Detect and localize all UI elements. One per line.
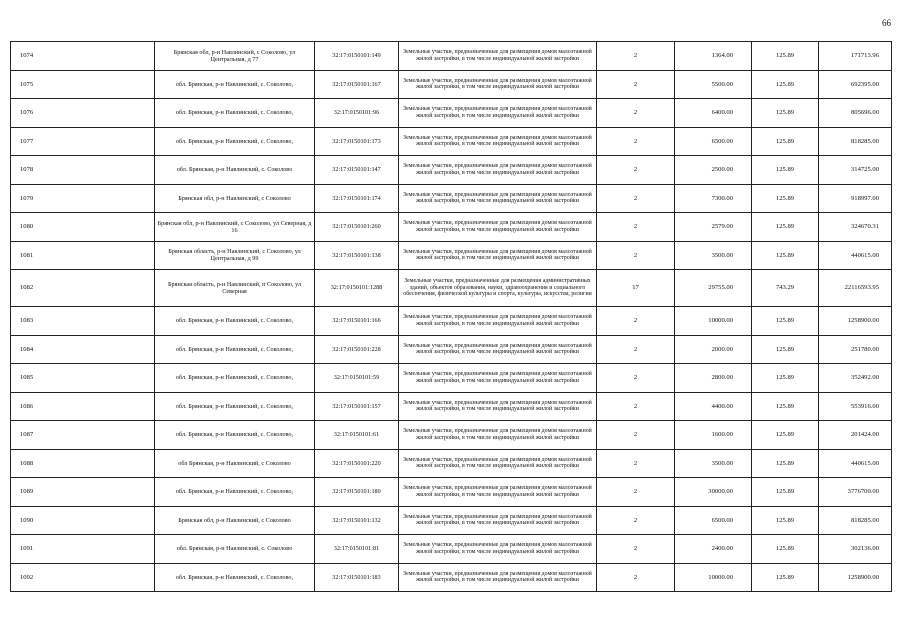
land-use-cell: Земельные участки, предназначенные для размещения домов малоэтажной жилой застройки, в том числе индивидуальной жилой застройки bbox=[399, 335, 597, 364]
cadastral-number-cell: 32:17:0150101:174 bbox=[315, 184, 399, 213]
row-number-cell: 1090 bbox=[11, 506, 155, 535]
address-cell: обл. Брянская, р-н Навлинский, с. Соколово, bbox=[155, 127, 315, 156]
address-cell: Брянская обл, р-н Навлинский, с Соколово bbox=[155, 184, 315, 213]
cadastral-number-cell: 32:17:0150101:132 bbox=[315, 506, 399, 535]
group-code-cell: 2 bbox=[597, 213, 675, 242]
table-row bbox=[11, 392, 892, 421]
cadastral-value-cell: 805696.00 bbox=[819, 99, 892, 128]
row-number-cell: 1077 bbox=[11, 127, 155, 156]
rate-cell: 125.89 bbox=[752, 478, 819, 507]
land-use-cell: Земельные участки, предназначенные для размещения домов малоэтажной жилой застройки, в том числе индивидуальной жилой застройки bbox=[399, 127, 597, 156]
cadastral-number-cell: 32:17:0150101:138 bbox=[315, 241, 399, 270]
cadastral-number-cell: 32:17:0150101:173 bbox=[315, 127, 399, 156]
address-cell: обл. Брянская, р-н Навлинский, с. Соколово, bbox=[155, 307, 315, 336]
cadastral-value-cell: 302136.00 bbox=[819, 535, 892, 564]
area-cell: 3500.00 bbox=[675, 449, 752, 478]
group-code-cell: 2 bbox=[597, 535, 675, 564]
cadastral-value-cell: 201424.00 bbox=[819, 421, 892, 450]
cadastral-value-cell: 22116593.95 bbox=[819, 270, 892, 307]
row-number-cell: 1085 bbox=[11, 364, 155, 393]
land-use-cell: Земельные участки, предназначенные для размещения домов малоэтажной жилой застройки, в том числе индивидуальной жилой застройки bbox=[399, 421, 597, 450]
rate-cell: 125.89 bbox=[752, 364, 819, 393]
table-row bbox=[11, 42, 892, 71]
address-cell: обл. Брянская, р-н Навлинский, с. Соколово bbox=[155, 535, 315, 564]
rate-cell: 125.89 bbox=[752, 563, 819, 592]
land-use-cell: Земельные участки, предназначенные для размещения домов малоэтажной жилой застройки, в том числе индивидуальной жилой застройки bbox=[399, 535, 597, 564]
land-use-cell: Земельные участки, предназначенные для размещения домов малоэтажной жилой застройки, в том числе индивидуальной жилой застройки bbox=[399, 563, 597, 592]
land-use-cell: Земельные участки, предназначенные для размещения административных зданий, объектов образования, науки, здравоохранения и социального обеспечения, физической культуры и спорта, культуры, искусства, религии bbox=[399, 270, 597, 307]
area-cell: 3500.00 bbox=[675, 241, 752, 270]
group-code-cell: 2 bbox=[597, 156, 675, 185]
address-cell: обл. Брянская, р-н Навлинский, с. Соколово, bbox=[155, 421, 315, 450]
cadastral-number-cell: 32:17:0150101:149 bbox=[315, 42, 399, 71]
table-row bbox=[11, 70, 892, 99]
cadastral-value-cell: 251780.00 bbox=[819, 335, 892, 364]
address-cell: обл. Брянская, р-н Навлинский, с. Соколово, bbox=[155, 392, 315, 421]
rate-cell: 125.89 bbox=[752, 70, 819, 99]
cadastral-value-cell: 692395.00 bbox=[819, 70, 892, 99]
table-row bbox=[11, 241, 892, 270]
cadastral-value-cell: 352492.00 bbox=[819, 364, 892, 393]
area-cell: 10000.00 bbox=[675, 563, 752, 592]
row-number-cell: 1088 bbox=[11, 449, 155, 478]
rate-cell: 125.89 bbox=[752, 421, 819, 450]
table-row bbox=[11, 335, 892, 364]
address-cell: Брянская обл, р-н Навлинский, с Соколово bbox=[155, 506, 315, 535]
row-number-cell: 1081 bbox=[11, 241, 155, 270]
cadastral-value-cell: 324670.31 bbox=[819, 213, 892, 242]
area-cell: 2500.00 bbox=[675, 156, 752, 185]
group-code-cell: 2 bbox=[597, 42, 675, 71]
land-use-cell: Земельные участки, предназначенные для размещения домов малоэтажной жилой застройки, в том числе индивидуальной жилой застройки bbox=[399, 99, 597, 128]
group-code-cell: 2 bbox=[597, 127, 675, 156]
cadastral-value-cell: 440615.00 bbox=[819, 449, 892, 478]
cadastral-number-cell: 32:17:0150101:228 bbox=[315, 335, 399, 364]
land-use-cell: Земельные участки, предназначенные для размещения домов малоэтажной жилой застройки, в том числе индивидуальной жилой застройки bbox=[399, 184, 597, 213]
table-row bbox=[11, 563, 892, 592]
area-cell: 2400.00 bbox=[675, 535, 752, 564]
address-cell: Брянская область, р-н Навлинский, п Соколово, ул Северная bbox=[155, 270, 315, 307]
rate-cell: 125.89 bbox=[752, 156, 819, 185]
table-row bbox=[11, 478, 892, 507]
table-row bbox=[11, 307, 892, 336]
rate-cell: 125.89 bbox=[752, 184, 819, 213]
table-row bbox=[11, 364, 892, 393]
address-cell: обл. Брянская, р-н Навлинский, с. Соколово, bbox=[155, 99, 315, 128]
row-number-cell: 1089 bbox=[11, 478, 155, 507]
cadastral-number-cell: 32:17:0150101:183 bbox=[315, 563, 399, 592]
table-row bbox=[11, 449, 892, 478]
land-use-cell: Земельные участки, предназначенные для размещения домов малоэтажной жилой застройки, в том числе индивидуальной жилой застройки bbox=[399, 307, 597, 336]
group-code-cell: 2 bbox=[597, 392, 675, 421]
rate-cell: 125.89 bbox=[752, 506, 819, 535]
table-row bbox=[11, 127, 892, 156]
table-row bbox=[11, 506, 892, 535]
area-cell: 1600.00 bbox=[675, 421, 752, 450]
group-code-cell: 2 bbox=[597, 241, 675, 270]
rate-cell: 125.89 bbox=[752, 449, 819, 478]
page-number: 66 bbox=[882, 18, 891, 28]
group-code-cell: 2 bbox=[597, 99, 675, 128]
land-use-cell: Земельные участки, предназначенные для размещения домов малоэтажной жилой застройки, в том числе индивидуальной жилой застройки bbox=[399, 241, 597, 270]
cadastral-value-cell: 3776700.00 bbox=[819, 478, 892, 507]
address-cell: обл. Брянская, р-н Навлинский, с. Соколово, bbox=[155, 478, 315, 507]
table-row bbox=[11, 156, 892, 185]
land-use-cell: Земельные участки, предназначенные для размещения домов малоэтажной жилой застройки, в том числе индивидуальной жилой застройки bbox=[399, 70, 597, 99]
area-cell: 29755.00 bbox=[675, 270, 752, 307]
row-number-cell: 1076 bbox=[11, 99, 155, 128]
table-row bbox=[11, 535, 892, 564]
cadastral-number-cell: 32:17:0150101:81 bbox=[315, 535, 399, 564]
register-body bbox=[11, 42, 892, 592]
row-number-cell: 1082 bbox=[11, 270, 155, 307]
row-number-cell: 1074 bbox=[11, 42, 155, 71]
land-use-cell: Земельные участки, предназначенные для размещения домов малоэтажной жилой застройки, в том числе индивидуальной жилой застройки bbox=[399, 364, 597, 393]
land-use-cell: Земельные участки, предназначенные для размещения домов малоэтажной жилой застройки, в том числе индивидуальной жилой застройки bbox=[399, 506, 597, 535]
area-cell: 6400.00 bbox=[675, 99, 752, 128]
row-number-cell: 1075 bbox=[11, 70, 155, 99]
cadastral-number-cell: 32:17:0150101:180 bbox=[315, 478, 399, 507]
rate-cell: 125.89 bbox=[752, 42, 819, 71]
address-cell: обл Брянская, р-н Навлинский, с Соколово bbox=[155, 449, 315, 478]
group-code-cell: 2 bbox=[597, 307, 675, 336]
group-code-cell: 2 bbox=[597, 449, 675, 478]
address-cell: Брянская обл, р-н Навлинский, с Соколово, ул Северная, д 16 bbox=[155, 213, 315, 242]
group-code-cell: 2 bbox=[597, 421, 675, 450]
cadastral-value-cell: 171713.96 bbox=[819, 42, 892, 71]
land-use-cell: Земельные участки, предназначенные для размещения домов малоэтажной жилой застройки, в том числе индивидуальной жилой застройки bbox=[399, 156, 597, 185]
cadastral-number-cell: 32:17:0150101:166 bbox=[315, 307, 399, 336]
table-row bbox=[11, 99, 892, 128]
area-cell: 6500.00 bbox=[675, 506, 752, 535]
land-use-cell: Земельные участки, предназначенные для размещения домов малоэтажной жилой застройки, в том числе индивидуальной жилой застройки bbox=[399, 392, 597, 421]
area-cell: 4400.00 bbox=[675, 392, 752, 421]
rate-cell: 125.89 bbox=[752, 99, 819, 128]
address-cell: обл. Брянская, р-н Навлинский, с. Соколово, bbox=[155, 70, 315, 99]
row-number-cell: 1080 bbox=[11, 213, 155, 242]
group-code-cell: 2 bbox=[597, 563, 675, 592]
group-code-cell: 2 bbox=[597, 478, 675, 507]
table-row bbox=[11, 270, 892, 307]
row-number-cell: 1092 bbox=[11, 563, 155, 592]
table-row bbox=[11, 213, 892, 242]
area-cell: 30000.00 bbox=[675, 478, 752, 507]
address-cell: обл. Брянская, р-н Навлинский, с. Соколово bbox=[155, 156, 315, 185]
land-use-cell: Земельные участки, предназначенные для размещения домов малоэтажной жилой застройки, в том числе индивидуальной жилой застройки bbox=[399, 42, 597, 71]
row-number-cell: 1084 bbox=[11, 335, 155, 364]
rate-cell: 125.89 bbox=[752, 335, 819, 364]
group-code-cell: 2 bbox=[597, 70, 675, 99]
area-cell: 5500.00 bbox=[675, 70, 752, 99]
cadastral-value-cell: 1258900.00 bbox=[819, 563, 892, 592]
rate-cell: 743.29 bbox=[752, 270, 819, 307]
area-cell: 7300.00 bbox=[675, 184, 752, 213]
address-cell: Брянская область, р-н Навлинский, с Соколово, ул Центральная, д 99 bbox=[155, 241, 315, 270]
area-cell: 10000.00 bbox=[675, 307, 752, 336]
rate-cell: 125.89 bbox=[752, 127, 819, 156]
land-use-cell: Земельные участки, предназначенные для размещения домов малоэтажной жилой застройки, в том числе индивидуальной жилой застройки bbox=[399, 478, 597, 507]
address-cell: обл. Брянская, р-н Навлинский, с. Соколово, bbox=[155, 364, 315, 393]
cadastral-value-cell: 553916.00 bbox=[819, 392, 892, 421]
rate-cell: 125.89 bbox=[752, 241, 819, 270]
land-register-table bbox=[10, 41, 892, 592]
land-use-cell: Земельные участки, предназначенные для размещения домов малоэтажной жилой застройки, в том числе индивидуальной жилой застройки bbox=[399, 213, 597, 242]
row-number-cell: 1083 bbox=[11, 307, 155, 336]
group-code-cell: 2 bbox=[597, 506, 675, 535]
group-code-cell: 2 bbox=[597, 364, 675, 393]
row-number-cell: 1079 bbox=[11, 184, 155, 213]
area-cell: 6500.00 bbox=[675, 127, 752, 156]
group-code-cell: 17 bbox=[597, 270, 675, 307]
group-code-cell: 2 bbox=[597, 184, 675, 213]
cadastral-value-cell: 1258900.00 bbox=[819, 307, 892, 336]
row-number-cell: 1086 bbox=[11, 392, 155, 421]
address-cell: обл. Брянская, р-н Навлинский, с. Соколово, bbox=[155, 563, 315, 592]
cadastral-number-cell: 32:17:0150101:147 bbox=[315, 156, 399, 185]
rate-cell: 125.89 bbox=[752, 392, 819, 421]
area-cell: 1364.00 bbox=[675, 42, 752, 71]
cadastral-number-cell: 32:17:0150101:167 bbox=[315, 70, 399, 99]
cadastral-number-cell: 32:17:0150101:59 bbox=[315, 364, 399, 393]
land-use-cell: Земельные участки, предназначенные для размещения домов малоэтажной жилой застройки, в том числе индивидуальной жилой застройки bbox=[399, 449, 597, 478]
rate-cell: 125.89 bbox=[752, 307, 819, 336]
cadastral-number-cell: 32:17:0150101:260 bbox=[315, 213, 399, 242]
table-row bbox=[11, 421, 892, 450]
cadastral-value-cell: 818285.00 bbox=[819, 506, 892, 535]
cadastral-number-cell: 32:17:0150101:96 bbox=[315, 99, 399, 128]
cadastral-number-cell: 32:17:0150101:61 bbox=[315, 421, 399, 450]
cadastral-number-cell: 32:17:0150101:1288 bbox=[315, 270, 399, 307]
cadastral-number-cell: 32:17:0150101:220 bbox=[315, 449, 399, 478]
area-cell: 2579.00 bbox=[675, 213, 752, 242]
address-cell: Брянская обл, р-н Навлинский, с Соколово, ул Центральная, д 77 bbox=[155, 42, 315, 71]
row-number-cell: 1078 bbox=[11, 156, 155, 185]
group-code-cell: 2 bbox=[597, 335, 675, 364]
rate-cell: 125.89 bbox=[752, 535, 819, 564]
rate-cell: 125.89 bbox=[752, 213, 819, 242]
area-cell: 2800.00 bbox=[675, 364, 752, 393]
cadastral-value-cell: 440615.00 bbox=[819, 241, 892, 270]
row-number-cell: 1091 bbox=[11, 535, 155, 564]
cadastral-value-cell: 918997.00 bbox=[819, 184, 892, 213]
row-number-cell: 1087 bbox=[11, 421, 155, 450]
cadastral-value-cell: 818285.00 bbox=[819, 127, 892, 156]
address-cell: обл. Брянская, р-н Навлинский, с. Соколово, bbox=[155, 335, 315, 364]
area-cell: 2000.00 bbox=[675, 335, 752, 364]
cadastral-number-cell: 32:17:0150101:157 bbox=[315, 392, 399, 421]
cadastral-value-cell: 314725.00 bbox=[819, 156, 892, 185]
table-row bbox=[11, 184, 892, 213]
